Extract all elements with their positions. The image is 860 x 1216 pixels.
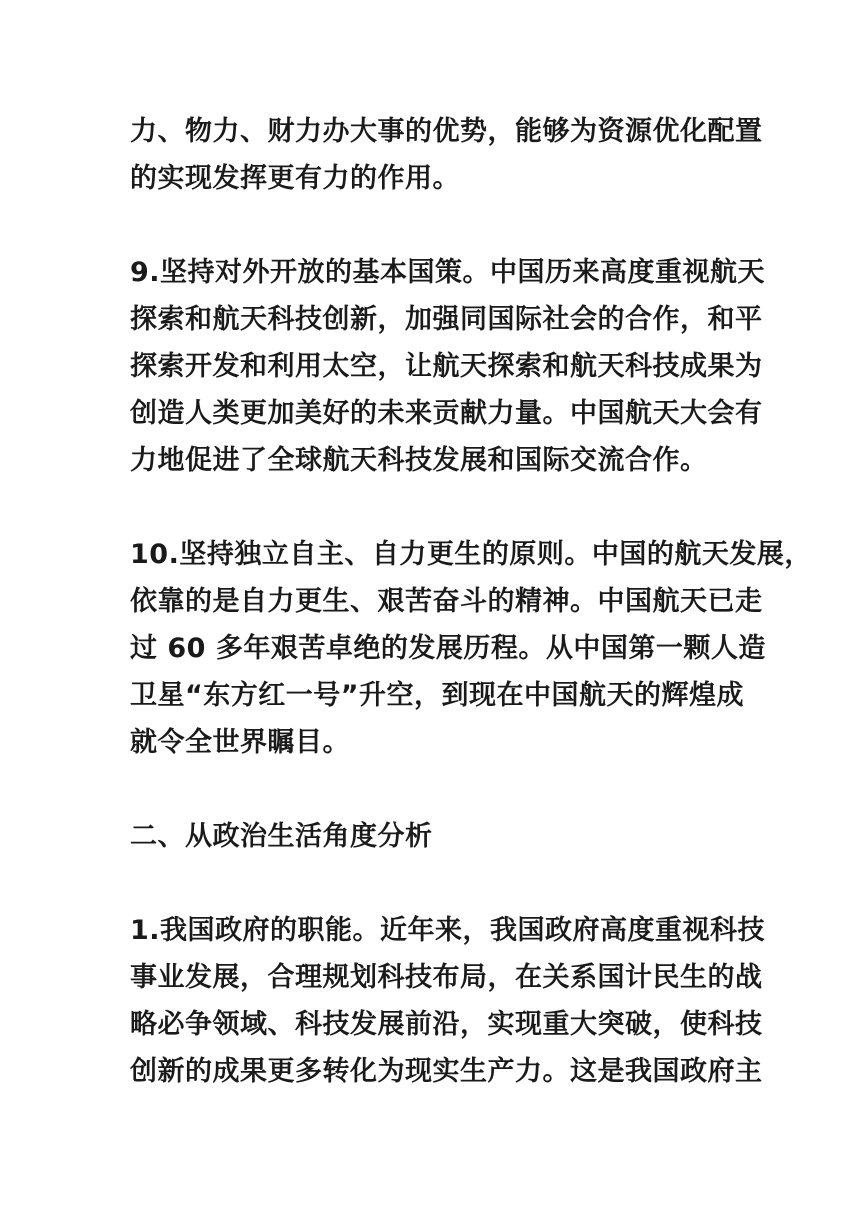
section-heading <box>130 813 730 860</box>
document-body <box>130 108 812 1095</box>
text-line: 略必争领域、科技发展前沿，实现重大突破，使科技 <box>130 1009 763 1040</box>
paragraph-spacer <box>130 202 730 249</box>
text-line: 卫星“东方红一号”升空，到现在中国航天的辉煌成 <box>130 680 744 711</box>
paragraph-spacer <box>130 484 730 531</box>
paragraph-resource-advantage <box>130 108 763 202</box>
paragraph-point-10 <box>130 531 812 766</box>
text-line: 依靠的是自力更生、艰苦奋斗的精神。中国航天已走 <box>130 586 763 617</box>
text-line: 力、物力、财力办大事的优势，能够为资源优化配置 <box>130 116 763 147</box>
text-line: 就令全世界瞩目。 <box>130 727 350 758</box>
paragraph-point-1 <box>130 907 766 1095</box>
text-line: 9.坚持对外开放的基本国策。中国历来高度重视航天 <box>130 257 766 288</box>
text-line: 力地促进了全球航天科技发展和国际交流合作。 <box>130 445 708 476</box>
text-line: 创造人类更加美好的未来贡献力量。中国航天大会有 <box>130 398 763 429</box>
text-line: 过 60 多年艰苦卓绝的发展历程。从中国第一颗人造 <box>130 633 766 664</box>
text-line: 1.我国政府的职能。近年来，我国政府高度重视科技 <box>130 915 766 946</box>
text-line: 事业发展，合理规划科技布局，在关系国计民生的战 <box>130 962 763 993</box>
text-line: 探索和航天科技创新，加强同国际社会的合作，和平 <box>130 304 763 335</box>
paragraph-point-9 <box>130 249 766 484</box>
heading-text: 二、从政治生活角度分析 <box>130 821 433 852</box>
text-line: 创新的成果更多转化为现实生产力。这是我国政府主 <box>130 1056 763 1087</box>
paragraph-spacer <box>130 860 730 907</box>
paragraph-spacer <box>130 766 730 813</box>
text-line: 探索开发和利用太空，让航天探索和航天科技成果为 <box>130 351 763 382</box>
text-line: 的实现发挥更有力的作用。 <box>130 163 460 194</box>
text-line: 10.坚持独立自主、自力更生的原则。中国的航天发展， <box>130 539 812 570</box>
